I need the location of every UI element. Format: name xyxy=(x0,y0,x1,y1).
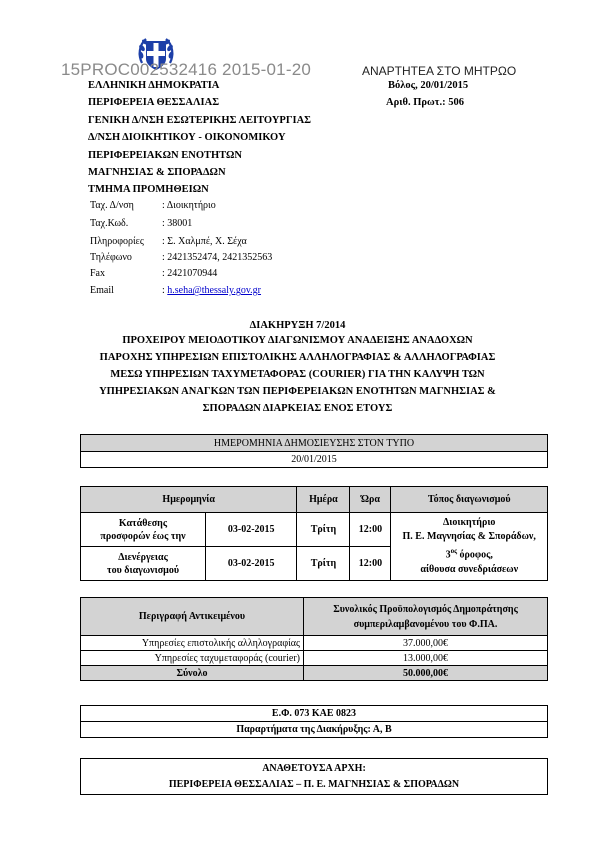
contact-label: Fax xyxy=(90,268,105,279)
tender-subtitle-line: ΜΕΣΩ ΥΠΗΡΕΣΙΩΝ ΤΑΧΥΜΕΤΑΦΟΡΑΣ (COURIER) ΓΙΑ ΤΗΝ ΚΑΛΥΨΗ ΤΩΝ xyxy=(110,369,485,380)
contact-value: : xyxy=(162,285,168,296)
schedule-header-time: Ώρα xyxy=(350,487,391,513)
publication-header: ΗΜΕΡΟΜΗΝΙΑ ΔΗΜΟΣΙΕΥΣΗΣ ΣΤΟΝ ΤΥΠΟ xyxy=(81,435,548,452)
header-line: ΜΑΓΝΗΣΙΑΣ & ΣΠΟΡΑΔΩΝ xyxy=(88,167,226,178)
header-line: ΕΛΛΗΝΙΚΗ ΔΗΜΟΚΡΑΤΙΑ xyxy=(88,80,220,91)
schedule-day: Τρίτη xyxy=(297,513,350,547)
schedule-time: 12:00 xyxy=(350,513,391,547)
schedule-header-place: Τόπος διαγωνισμού xyxy=(391,487,548,513)
authority-name: ΠΕΡΙΦΕΡΕΙΑ ΘΕΣΣΑΛΙΑΣ – Π. Ε. ΜΑΓΝΗΣΙΑΣ & ΣΠΟΡΑΔΩΝ xyxy=(168,778,460,790)
tender-subtitle-line: ΣΠΟΡΑΔΩΝ ΔΙΑΡΚΕΙΑΣ ΕΝΟΣ ΕΤΟΥΣ xyxy=(202,403,393,414)
annexes-line: Παραρτήματα της Διακήρυξης: Α, Β xyxy=(81,722,548,738)
schedule-date: 03-02-2015 xyxy=(206,513,297,547)
tender-subtitle-line: ΥΠΗΡΕΣΙΑΚΩΝ ΑΝΑΓΚΩΝ ΤΩΝ ΠΕΡΙΦΕΡΕΙΑΚΩΝ ΕΝΟΤΗΤΩΝ ΜΑΓΝΗΣΙΑΣ & xyxy=(99,386,496,397)
schedule-header-date: Ημερομηνία xyxy=(81,487,297,513)
email-link[interactable]: h.seha@thessaly.gov.gr xyxy=(167,285,262,296)
place-line: Π. Ε. Μαγνησίας & Σποράδων, xyxy=(402,531,536,543)
place-line: αίθουσα συνεδριάσεων xyxy=(420,563,519,575)
tender-subtitle-line: ΠΡΟΧΕΙΡΟΥ ΜΕΙΟΔΟΤΙΚΟΥ ΔΙΑΓΩΝΙΣΜΟΥ ΑΝΑΔΕΙΞΗΣ ΑΝΑΔΟΧΩΝ xyxy=(122,335,473,346)
budget-total-label: Σύνολο xyxy=(81,666,304,681)
publication-date: 20/01/2015 xyxy=(81,452,548,468)
budget-row-amount: 13.000,00€ xyxy=(304,651,548,666)
archive-note: ΑΝΑΡΤΗΤΕΑ ΣΤΟ ΜΗΤΡΩΟ xyxy=(362,64,517,78)
header-line: ΤΜΗΜΑ ΠΡΟΜΗΘΕΙΩΝ xyxy=(88,184,209,195)
place-line: $3^{o\varsigma}$ όροφος, xyxy=(445,547,493,561)
schedule-header-day: Ημέρα xyxy=(297,487,350,513)
budget-header-line: συμπεριλαμβανομένου του Φ.ΠΑ. xyxy=(353,618,498,630)
tender-subtitle-line: ΠΑΡΟΧΗΣ ΥΠΗΡΕΣΙΩΝ ΕΠΙΣΤΟΛΙΚΗΣ ΑΛΛΗΛΟΓΡΑΦΙΑΣ & ΑΛΛΗΛΟΓΡΑΦΙΑΣ xyxy=(99,352,496,363)
tender-title: ΔΙΑΚΗΡΥΞΗ 7/2014 xyxy=(249,320,346,331)
schedule-day: Τρίτη xyxy=(297,547,350,581)
schedule-time: 12:00 xyxy=(350,547,391,581)
budget-code: Ε.Φ. 073 ΚΑΕ 0823 xyxy=(81,706,548,722)
contact-value: : Σ. Χαλμπέ, Χ. Σέχα xyxy=(162,236,247,247)
schedule-date: 03-02-2015 xyxy=(206,547,297,581)
budget-total-amount: 50.000,00€ xyxy=(304,666,548,681)
contact-label: Τηλέφωνο xyxy=(90,252,132,263)
budget-header-description: Περιγραφή Αντικειμένου xyxy=(81,598,304,636)
contact-label: Email xyxy=(90,285,114,296)
budget-table xyxy=(80,597,548,681)
contact-label: Ταχ.Κωδ. xyxy=(90,218,129,229)
contracting-authority xyxy=(81,759,548,795)
authority-table xyxy=(80,758,548,795)
schedule-label-line: Διενέργειας xyxy=(118,551,168,563)
budget-row-amount: 37.000,00€ xyxy=(304,636,548,651)
document-stamp: 15PROC002532416 2015-01-20 xyxy=(61,60,311,79)
contact-row xyxy=(90,218,192,229)
contact-value: : 38001 xyxy=(162,218,193,229)
contact-row xyxy=(90,268,217,279)
header-line: ΠΕΡΙΦΕΡΕΙΑ ΘΕΣΣΑΛΙΑΣ xyxy=(88,97,220,108)
contact-row xyxy=(90,200,216,211)
budget-code-table xyxy=(80,705,548,738)
contact-row xyxy=(90,236,247,247)
schedule-label-line: Κατάθεσης xyxy=(118,517,168,529)
contact-value: : 2421070944 xyxy=(162,268,218,279)
contact-value: : Διοικητήριο xyxy=(162,200,216,211)
contact-value: : 2421352474, 2421352563 xyxy=(162,252,273,263)
place-date: Βόλος, 20/01/2015 xyxy=(388,80,469,91)
schedule-table xyxy=(80,486,548,581)
protocol-number: Αριθ. Πρωτ.: 506 xyxy=(386,97,464,108)
header-line: ΠΕΡΙΦΕΡΕΙΑΚΩΝ ΕΝΟΤΗΤΩΝ xyxy=(88,150,242,161)
contact-row xyxy=(90,285,261,296)
contact-row xyxy=(90,252,272,263)
contact-label: Ταχ. Δ/νση xyxy=(90,200,134,211)
header-line: Δ/ΝΣΗ ΔΙΟΙΚΗΤΙΚΟΥ - ΟΙΚΟΝΟΜΙΚΟΥ xyxy=(88,132,286,143)
publication-table xyxy=(80,434,548,468)
budget-row-description: Υπηρεσίες ταχυμεταφοράς (courier) xyxy=(81,651,304,666)
header-line: ΓΕΝΙΚΗ Δ/ΝΣΗ ΕΣΩΤΕΡΙΚΗΣ ΛΕΙΤΟΥΡΓΙΑΣ xyxy=(88,115,312,126)
place-line: Διοικητήριο xyxy=(442,517,496,529)
schedule-row-label xyxy=(81,547,206,581)
authority-label: ΑΝΑΘΕΤΟΥΣΑ ΑΡΧΗ: xyxy=(262,762,366,774)
budget-row-description: Υπηρεσίες επιστολικής αλληλογραφίας xyxy=(81,636,304,651)
budget-header-line: Συνολικός Προϋπολογισμός Δημοπράτησης xyxy=(333,603,518,615)
schedule-row-label xyxy=(81,513,206,547)
schedule-label-line: προσφορών έως την xyxy=(100,530,186,542)
schedule-place xyxy=(391,513,548,581)
schedule-label-line: του διαγωνισμού xyxy=(106,564,180,576)
contact-label: Πληροφορίες xyxy=(90,236,144,247)
budget-header-amount xyxy=(304,598,548,636)
